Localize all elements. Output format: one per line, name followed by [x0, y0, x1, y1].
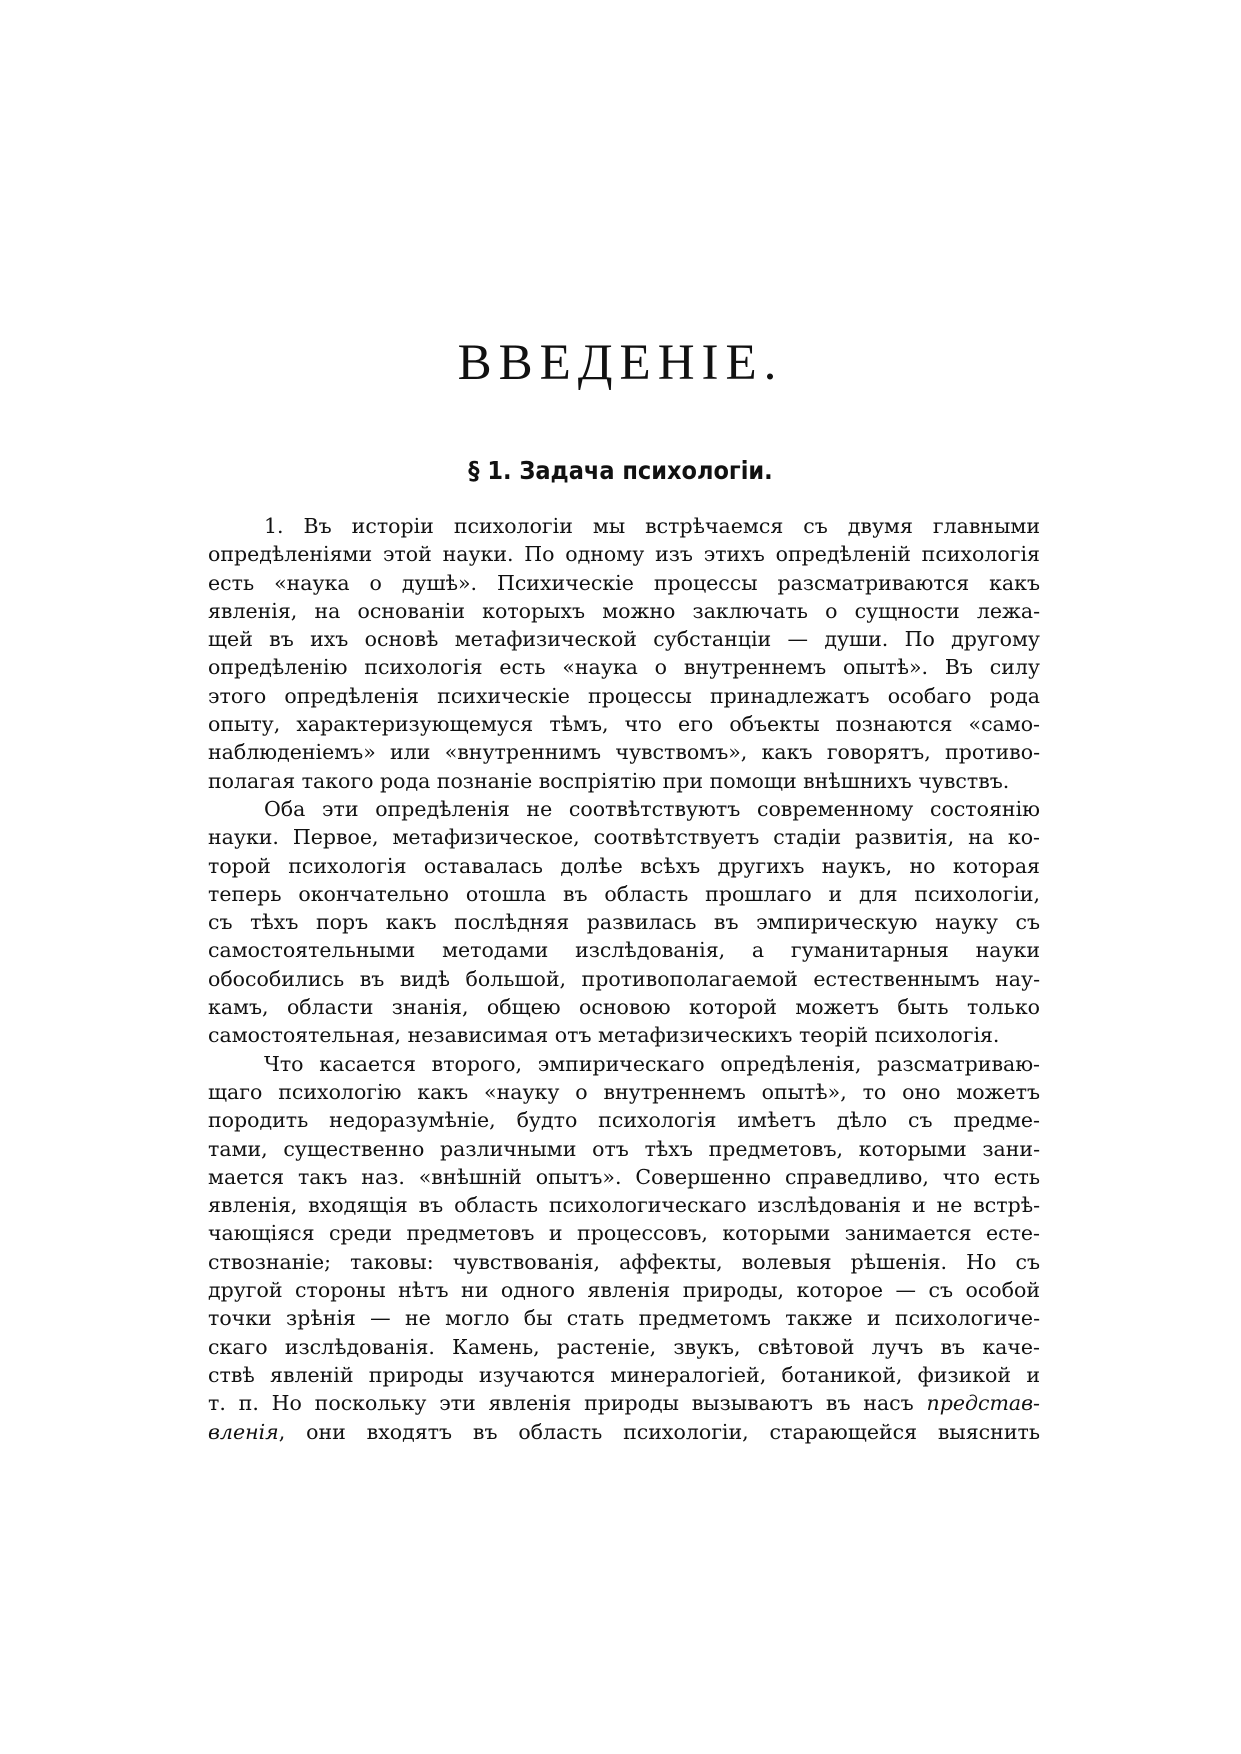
text-line-content: опредѣленіями этой науки. По одному изъ этихъ опредѣленій психологія: [208, 542, 1040, 567]
text-line-content: ствѣ явленій природы изучаются минералогіей, ботаникой, физикой и: [208, 1362, 1040, 1387]
text-line-content: другой стороны нѣтъ ни одного явленія природы, которое — съ особой: [208, 1278, 1040, 1303]
text-line-content: точки зрѣнія — не могло бы стать предметомъ также и психологиче-: [208, 1306, 1040, 1331]
text-line: [208, 880, 1040, 908]
text-line-content: опредѣленію психологія есть «наука о внутреннемъ опытѣ». Въ силу: [208, 655, 1040, 680]
section-title: § 1. Задача психологіи.: [468, 456, 773, 485]
text-line-content: явленія, входящія въ область психологическаго изслѣдованія и не встрѣ-: [208, 1193, 1040, 1218]
text-line: [208, 540, 1040, 568]
text-line-content: опыту, характеризующемуся тѣмъ, что его объекты познаются «само-: [208, 712, 1040, 737]
text-line: [208, 1050, 1040, 1078]
text-line-content: науки. Первое, метафизическое, соотвѣтствуетъ стадіи развитія, на ко-: [208, 825, 1040, 850]
emphasized-word: представ-: [926, 1391, 1040, 1416]
text-line-content: камъ, области знанія, общею основою которой можетъ быть только: [208, 995, 1040, 1020]
text-line-content: есть «наука о душѣ». Психическіе процессы разсматриваются какъ: [208, 570, 1040, 595]
text-line: [208, 767, 1040, 795]
text-line-content: ствознаніе; таковы: чувствованія, аффекты, волевыя рѣшенія. Но съ: [208, 1249, 1040, 1274]
text-line: [208, 1219, 1040, 1247]
text-line: [208, 1304, 1040, 1332]
text-line: [208, 1333, 1040, 1361]
text-line-content: 1. Въ исторіи психологіи мы встрѣчаемся съ двумя главными: [264, 514, 1040, 538]
text-line-content: съ тѣхъ поръ какъ послѣдняя развилась въ эмпирическую науку съ: [208, 910, 1040, 935]
text-line: [208, 710, 1040, 738]
text-line-content: Оба эти опредѣленія не соотвѣтствуютъ современному состоянію: [264, 796, 1040, 821]
text-line: [208, 1078, 1040, 1106]
text-line: [208, 1163, 1040, 1191]
text-line-content: скаго изслѣдованія. Камень, растеніе, звукъ, свѣтовой лучъ въ каче-: [208, 1334, 1040, 1359]
text-line: [208, 965, 1040, 993]
text-line-content: т. п. Но поскольку эти явленія природы вызываютъ въ насъ: [208, 1391, 914, 1416]
text-line: [208, 1248, 1040, 1276]
text-line-content: щей въ ихъ основѣ метафизической субстанціи — души. По другому: [208, 627, 1040, 652]
text-line: [208, 1276, 1040, 1304]
chapter-title: ВВЕДЕНІЕ.: [457, 335, 784, 391]
text-line-content: , они входятъ въ область психологіи, старающейся выяснить: [278, 1419, 1040, 1444]
text-line-content: полагая такого рода познаніе воспріятію при помощи внѣшнихъ чувствъ.: [208, 768, 1010, 793]
text-line: [208, 1191, 1040, 1219]
text-line-content: мается такъ наз. «внѣшній опытъ». Совершенно справедливо, что есть: [208, 1164, 1040, 1189]
text-line: [208, 1106, 1040, 1134]
text-line: [208, 936, 1040, 964]
text-line: [208, 625, 1040, 653]
text-line: [208, 1135, 1040, 1163]
text-line: [208, 569, 1040, 597]
text-line: [208, 795, 1040, 823]
text-line: [208, 738, 1040, 766]
text-line-content: породить недоразумѣніе, будто психологія имѣетъ дѣло съ предме-: [208, 1108, 1040, 1133]
text-line: [208, 512, 1040, 540]
text-line-content: щаго психологію какъ «науку о внутреннемъ опытѣ», то оно можетъ: [208, 1079, 1040, 1104]
text-line: [208, 908, 1040, 936]
text-line-content: тами, существенно различными отъ тѣхъ предметовъ, которыми зани-: [208, 1136, 1040, 1161]
text-line: [208, 682, 1040, 710]
text-line-content: наблюденіемъ» или «внутреннимъ чувствомъ», какъ говорятъ, противо-: [208, 740, 1040, 765]
text-line: [208, 653, 1040, 681]
text-line-content: Что касается второго, эмпирическаго опредѣленія, разсматриваю-: [264, 1051, 1040, 1076]
text-line-content: торой психологія оставалась долѣе всѣхъ другихъ наукъ, но которая: [208, 853, 1040, 878]
text-line-content: чающіяся среди предметовъ и процессовъ, которыми занимается есте-: [208, 1221, 1040, 1246]
text-line: [208, 823, 1040, 851]
text-line-content: теперь окончательно отошла въ область прошлаго и для психологіи,: [208, 881, 1040, 906]
text-line: [208, 1418, 1040, 1446]
text-line-content: явленія, на основаніи которыхъ можно заключать о сущности лежа-: [208, 598, 1040, 623]
text-line: [208, 597, 1040, 625]
text-line-content: этого опредѣленія психическіе процессы принадлежатъ особаго рода: [208, 683, 1040, 708]
body-text: [208, 512, 1040, 1446]
text-line-content: самостоятельная, независимая отъ метафизическихъ теорій психологія.: [208, 1023, 1000, 1048]
text-line: [208, 1361, 1040, 1389]
text-line-content: самостоятельными методами изслѣдованія, а гуманитарныя науки: [208, 938, 1040, 963]
emphasized-word: вленія: [208, 1419, 279, 1444]
text-line: [208, 1389, 1040, 1417]
text-line-content: обособились въ видѣ большой, противополагаемой естественнымъ нау-: [208, 966, 1040, 991]
text-line: [208, 993, 1040, 1021]
text-line: [208, 1021, 1040, 1049]
text-line: [208, 852, 1040, 880]
